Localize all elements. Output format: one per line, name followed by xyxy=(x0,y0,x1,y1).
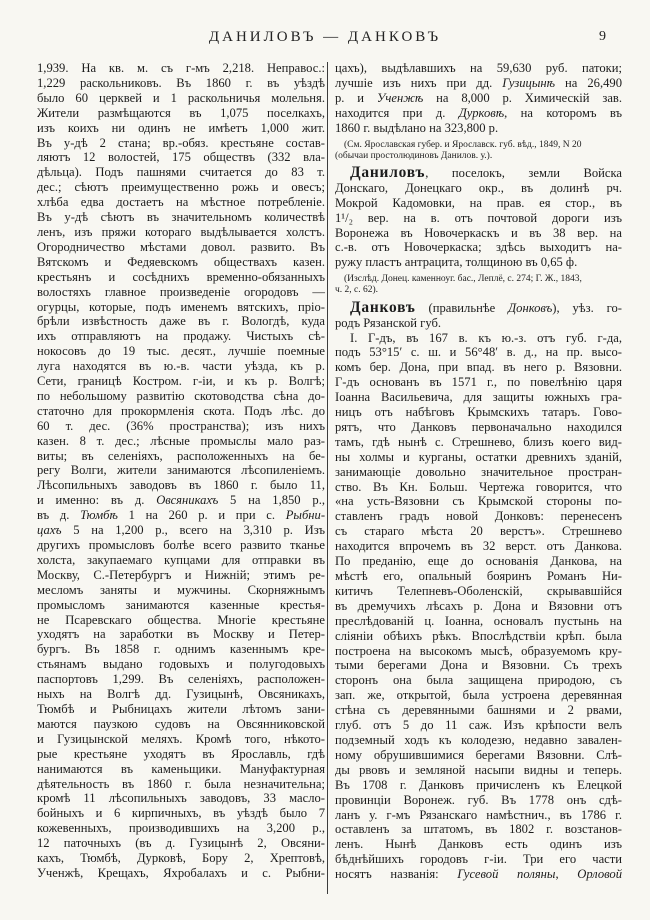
header-title: ДАНИЛОВЪ — ДАНКОВЪ xyxy=(208,29,442,45)
text-line: сторонъ она была защищена природою, съ xyxy=(335,673,622,688)
text-line: Въ у-дѣ сѣютъ въ значительномъ количествѣ xyxy=(37,210,325,225)
text-line: ленъ, изъ пряжи котораго выдѣлывается холстъ. xyxy=(37,224,325,239)
text-line: 1,229 раскольниковъ. Въ 1860 г. въ уѣздѣ xyxy=(37,75,325,90)
text-line: ленъ. Нынѣ Данковъ есть одинъ изъ xyxy=(335,837,622,852)
text-line: было 60 церквей и 1 раскольничья молельня. xyxy=(37,90,325,105)
text-line: преслѣдованій ц. Іоанна, основалъ пустынь на xyxy=(335,613,622,628)
text-line: Іоанна Васильевича, для защиты южныхъ гра- xyxy=(335,390,622,405)
text-line: съ стараго мѣста 20 верстъ». Стрешнево xyxy=(335,524,622,539)
body-paragraph xyxy=(37,61,325,881)
text-line: комъ бер. Дона, при впад. въ него р. Вязовни. xyxy=(335,360,622,375)
text-line: 60 т. дес. (36% пространства); изъ нихъ xyxy=(37,418,325,433)
text-line: Ученжѣ, Крещахъ, Яхробалахъ и с. Рыбни- xyxy=(37,865,325,880)
text-line: провинціи Воронеж. губ. Въ 1778 онъ сдѣ- xyxy=(335,792,622,807)
text-line: въ д. Тюмбѣ 1 на 260 р. и при с. Рыбни- xyxy=(37,508,326,523)
text-line: подземный ходъ къ колодезю, недавно завален- xyxy=(335,732,622,747)
text-line: сліяніи обѣихъ рѣкъ. Впослѣдствіи крѣп. была xyxy=(335,628,622,643)
text-line: Огородничество мѣстами довол. развито. Въ xyxy=(37,239,325,254)
text-line: Жители размѣщаются въ 1,075 поселкахъ, xyxy=(37,105,325,120)
text-line: ставленъ градъ новой Донковъ: перенесенъ xyxy=(335,509,622,524)
text-line: рые крестьяне уходятъ въ Ярославль, гдѣ xyxy=(37,746,325,761)
text-line: ихъ отправляютъ на продажу. Чистыхъ сѣ- xyxy=(37,329,325,344)
text-line: регу Волги, жители занимаются лѣсопиленіемъ. xyxy=(37,463,325,478)
italic-toponym: Гусевой поляны xyxy=(457,867,556,882)
text-line: Даниловъ, поселокъ, земли Войска xyxy=(350,163,622,181)
italic-toponym: Тюмбѣ xyxy=(80,508,118,523)
text-line: огурцы, которые, подъ именемъ вятскихъ, пріо- xyxy=(37,299,325,314)
text-line: статочно для прокормленія скота. Подъ лѣс. до xyxy=(37,403,325,418)
italic-toponym: Ученжѣ xyxy=(376,90,424,105)
text-line: крестьянъ и сосѣднихъ временно-обязанныхъ xyxy=(37,269,325,284)
text-line: ныхъ на Волгѣ дд. Гузицынѣ, Овсяникахъ, xyxy=(37,687,325,702)
running-header xyxy=(0,29,650,46)
text-line: цахъ), выдѣлавшихъ на 59,630 руб. патоки; xyxy=(335,61,622,75)
text-line: не Псаревскаго общества. Многіе крестьяне xyxy=(37,612,325,627)
italic-toponym: Гузицынѣ xyxy=(502,75,556,90)
entry-headword: Данковъ xyxy=(350,298,416,316)
italic-toponym: Дурковѣ xyxy=(458,105,505,120)
text-line: тыми берегами Дона и Вязовни. Съ трехъ xyxy=(335,658,622,673)
text-line: 12 паточныхъ (въ д. Гузицынѣ 2, Овсяни- xyxy=(37,836,325,851)
page-number: 9 xyxy=(599,29,606,44)
text-line: нокосовъ до 19 тыс. десят., лучшіе поемные xyxy=(37,344,325,359)
text-line: тамъ, гдѣ нынѣ с. Стрешнево, близъ коего вид- xyxy=(335,434,622,449)
text-line: кахъ, Тюмбѣ, Дурковѣ, Бору 2, Хрептовѣ, xyxy=(37,851,325,866)
text-line: и именно: въ д. Овсяникахъ 5 на 1,850 р., xyxy=(37,493,325,508)
text-line: Въ у-дѣ 2 стана; вр.-обяз. крестьяне состав- xyxy=(37,135,325,150)
text-line: рятъ, что Данковъ первоначально находился xyxy=(335,419,622,434)
text-line: холста, закупаемаго купцами для отправки въ xyxy=(37,552,325,567)
text-line: луга находятся въ ю.-в. части уѣзда, къ р. xyxy=(37,359,325,374)
text-line: другихъ промысловъ болѣе всего развито тканье xyxy=(37,538,325,552)
entry-headword: Даниловъ xyxy=(350,163,426,181)
text-line: дес.; сѣютъ преимущественно рожь и овесъ; xyxy=(37,180,325,195)
text-line: (См. Ярославская губер. и Ярославск. губ. вѣд., 1849, N 20 xyxy=(344,139,582,150)
text-line: Воронежа въ Новочеркаскъ и въ 38 вер. на xyxy=(335,225,622,240)
text-line: кожевенныхъ, производившихъ на 3,200 р., xyxy=(37,821,325,836)
text-line: родъ Рязанской губ. xyxy=(335,315,442,330)
text-line: месломъ заняты и мужчины. Скорняжнымъ xyxy=(37,582,325,597)
text-line: зап. же, открытой, была устроена деревянная xyxy=(335,688,622,703)
text-line: 1860 г. выдѣлано на 323,800 р. xyxy=(335,120,499,135)
text-line: и Гузицынской меляхъ. Кромѣ того, нѣкото- xyxy=(37,731,325,746)
dictionary-entry xyxy=(335,298,622,331)
column-divider-rule xyxy=(327,62,328,894)
text-line: 1,939. На кв. м. съ г-мъ 2,218. Неправос.: xyxy=(37,61,325,75)
text-line: построена на высокомъ мысѣ, образуемомъ кру- xyxy=(335,643,622,658)
text-line: Вятскомъ и Федяевскомъ обществахъ казен. xyxy=(37,254,325,269)
text-line: брѣли извѣстность даже въ г. Вологдѣ, куда xyxy=(37,314,325,329)
text-line: хлѣба едва достаетъ на мѣстное потребленіе. xyxy=(37,195,325,210)
text-line: дѣятельность въ 1860 г. была незначительна; xyxy=(37,776,325,791)
text-line: Данковъ (правильнѣе Донковъ), уѣз. го- xyxy=(350,298,622,316)
text-line: Мокрой Кадомовки, на прав. ея стор., въ xyxy=(335,195,622,210)
text-line: ланъ у. г-мъ Рязанскаго намѣстнич., въ 1786 г. xyxy=(335,807,622,822)
text-line: уходятъ на заработки въ Москву и Петер- xyxy=(37,627,325,642)
text-line: находится впрочемъ въ 32 верст. отъ Данкова. xyxy=(335,539,622,554)
dictionary-entry xyxy=(335,163,622,270)
italic-toponym: цахъ xyxy=(37,523,62,538)
text-line: Тюмбѣ и Рыбницахъ жители лѣтомъ зани- xyxy=(37,701,325,716)
text-line: стѣна съ деревянными башнями и 2 рвами, xyxy=(335,703,622,718)
text-line: носятъ названія: Гусевой поляны, Орловой xyxy=(335,867,623,882)
text-line: ружу пластъ антрацита, толщиною въ 0,65 ф. xyxy=(335,255,578,270)
text-line: оставленъ за штатомъ, въ 1802 г. возстанов- xyxy=(335,822,622,837)
text-line: цахъ 5 на 1,200 р., всего на 3,310 р. Изъ xyxy=(37,523,325,538)
text-line: находится при д. Дурковѣ, на которомъ въ xyxy=(335,105,622,120)
text-line: дѣльца). Подъ пашнями считается до 83 т. xyxy=(37,165,325,180)
text-line: ному обрушившимися берегами Вязовни. Слѣ- xyxy=(335,747,622,762)
text-line: нанимаются въ каменьщики. Мануфактурная xyxy=(37,761,325,776)
text-line: лучшіе изъ нихъ при дд. Гузицынѣ на 26,490 xyxy=(335,75,622,90)
text-line: глуб. отъ 5 до 11 саж. Изъ крѣпости велъ xyxy=(335,718,622,733)
text-line: (обычаи простолюдиновъ Данилов. у.). xyxy=(335,150,493,161)
italic-toponym: Донковъ xyxy=(508,300,553,315)
text-line: (Изслѣд. Донец. каменноуг. бас., Леплё, с. 274; Г. Ж., 1843, xyxy=(344,274,582,285)
text-line: ны холмы и курганы, остатки древнихъ зданій, xyxy=(335,449,622,464)
text-line: ляютъ 12 волостей, 175 обществъ (332 вла- xyxy=(37,150,325,165)
italic-toponym: Рыбни- xyxy=(285,508,326,523)
text-line: маются паузкою судовъ на Овсянниковской xyxy=(37,716,325,731)
source-citation xyxy=(335,140,622,162)
source-citation xyxy=(335,274,622,296)
text-line: подъ 53°15′ с. ш. и 56°48′ в. д., на пр. высо- xyxy=(335,345,622,360)
body-paragraph xyxy=(335,61,622,136)
text-line: ство. Въ Кн. Больш. Чертежа говорится, что xyxy=(335,479,622,494)
text-line: въ дремучихъ лѣсахъ р. Дона и Вязовни отъ xyxy=(335,598,622,613)
text-line: бѣднѣйшихъ городовъ г-іи. Три его части xyxy=(335,852,622,867)
text-line: ницъ отъ набѣговъ Крымскихъ татаръ. Гово- xyxy=(335,405,622,420)
text-line: По преданію, еще до основанія Данкова, на xyxy=(335,554,622,569)
text-line: Москву, С.-Петербургъ и Нижній; этимъ ре- xyxy=(37,567,325,582)
body-paragraph xyxy=(335,331,622,883)
text-line: Г-дъ основанъ въ 1571 г., по повелѣнію царя xyxy=(335,375,622,390)
text-line: изъ коихъ ни одинъ не имѣетъ 1,000 жит. xyxy=(37,120,325,135)
text-line: стьянамъ выдано годовыхъ и полугодовыхъ xyxy=(37,657,325,672)
text-line: I. Г-дъ, въ 167 в. къ ю.-з. отъ губ. г-да, xyxy=(350,330,622,345)
italic-toponym: Орловой xyxy=(577,867,623,882)
text-line: 1¹/₂ вер. на в. отъ почтовой дороги изъ xyxy=(335,210,622,225)
text-line: бойныхъ и 6 кирпичныхъ, въ уѣздѣ было 7 xyxy=(37,806,325,821)
text-line: Сети, границѣ Костром. г-іи, и къ р. Волгѣ; xyxy=(37,374,325,389)
text-line: Лѣсопильныхъ заводовъ въ 1860 г. было 11, xyxy=(37,478,325,493)
text-line: китичъ Телепневъ-Оболенскій, скрывавшійся xyxy=(335,583,622,598)
text-line: ч. 2, с. 62). xyxy=(335,285,379,296)
text-line: мѣстѣ его, опальный бояринъ Романъ Ни- xyxy=(335,569,622,583)
text-line: Въ 1708 г. Данковъ причисленъ къ Елецкой xyxy=(335,777,622,792)
text-line: казен. 8 т. дес.; лѣсные промыслы мало раз- xyxy=(37,433,325,448)
text-line: р. и Ученжѣ на 8,000 р. Химическій зав. xyxy=(335,90,623,105)
text-line: волостяхъ главное произведеніе огородовъ — xyxy=(37,284,325,299)
text-line: кромѣ 11 лѣсопильныхъ заводовъ, 33 масло- xyxy=(37,791,325,806)
text-line: Донскаго, Донецкаго окр., въ долинѣ рч. xyxy=(335,180,622,195)
text-line: «на усть-Вязовни съ Крымской стороны по- xyxy=(335,494,622,509)
text-line: бургъ. Въ 1858 г. однимъ казеннымъ кре- xyxy=(37,642,325,657)
text-line: ды рвовъ и земляной насыпи видны и теперь. xyxy=(335,762,622,777)
text-line: по небольшому развитію скотоводства сѣна до- xyxy=(37,388,325,403)
text-line: с.-в. отъ Новочеркаска; здѣсь выходитъ на- xyxy=(335,240,622,255)
text-line: паспортовъ 1,299. Въ селеніяхъ, расположен- xyxy=(37,672,325,687)
column-right xyxy=(335,61,622,882)
text-line: виты; въ селеніяхъ, расположенныхъ на бе- xyxy=(37,448,325,463)
column-left xyxy=(37,61,325,881)
text-line: промысломъ занимаются казенные крестья- xyxy=(37,597,325,612)
italic-toponym: Овсяникахъ xyxy=(156,493,219,508)
text-line: занимающіе довольно значительное простран- xyxy=(335,464,622,479)
